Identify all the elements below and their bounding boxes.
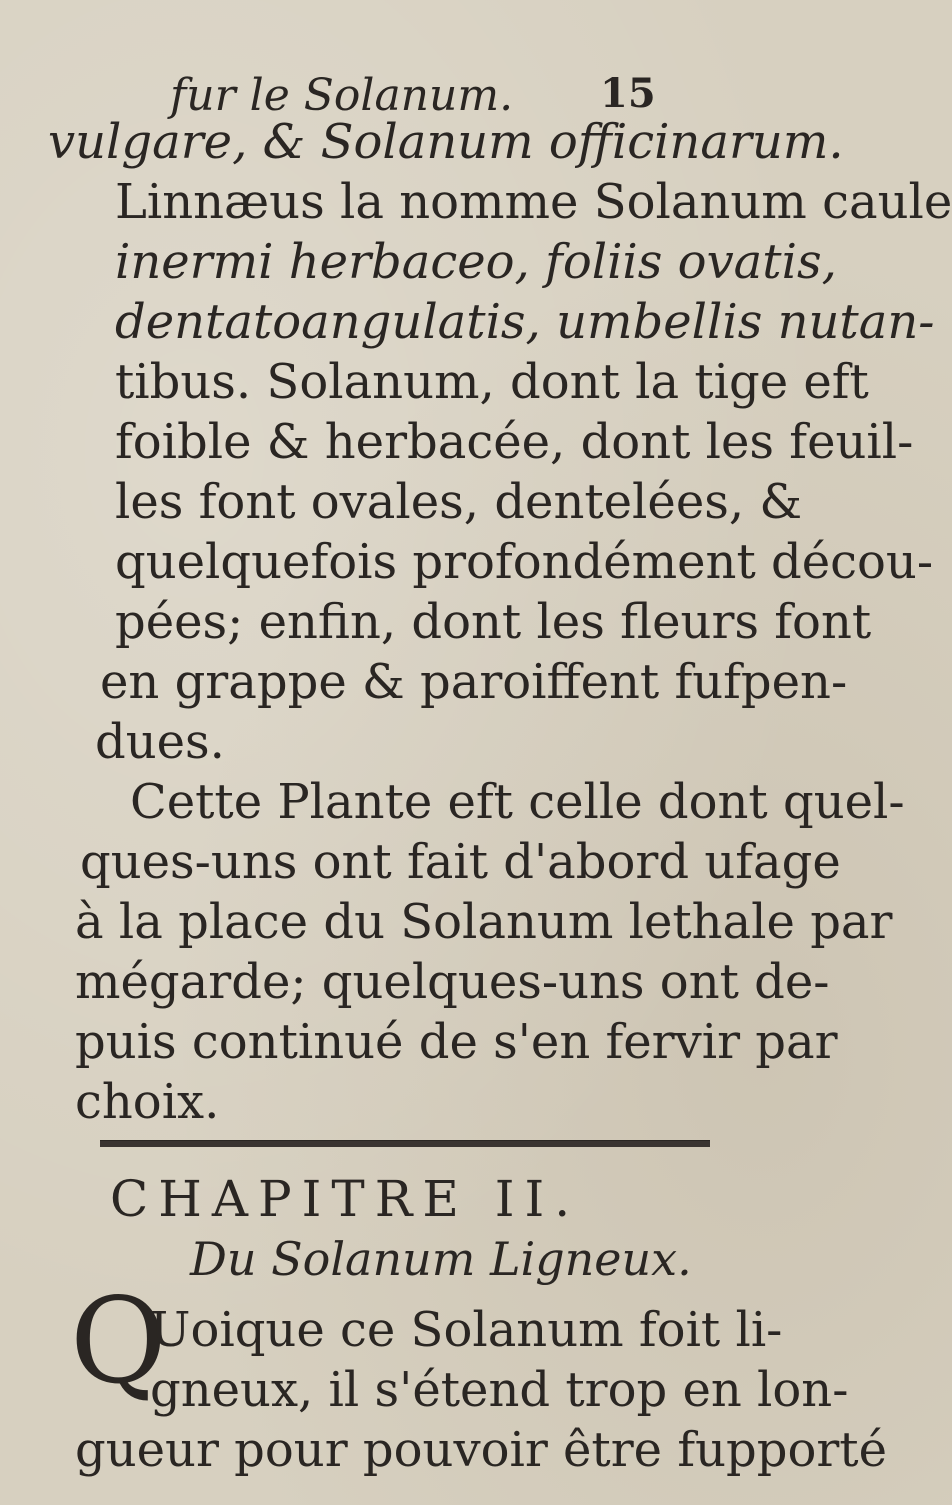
text-line: mégarde; quelques-uns ont de-	[75, 954, 830, 1010]
text-line: puis continué de s'en fervir par	[75, 1014, 838, 1070]
chapter-subtitle: Du Solanum Ligneux.	[190, 1232, 692, 1286]
page-number: 15	[600, 70, 656, 117]
text-line: vulgare, & Solanum officinarum.	[48, 114, 844, 170]
text-line: les font ovales, dentelées, &	[115, 474, 803, 530]
running-title: fur le Solanum.	[170, 70, 514, 121]
text-line: quelquefois profondément décou-	[115, 534, 934, 590]
text-line: dentatoangulatis, umbellis nutan-	[115, 294, 935, 350]
text-line: Cette Plante eft celle dont quel-	[130, 774, 905, 830]
text-line: gueur pour pouvoir être fupporté	[75, 1422, 887, 1478]
text-line: Linnæus la nomme Solanum caule	[115, 174, 952, 230]
text-line: pées; enfin, dont les fleurs font	[115, 594, 872, 650]
text-line: foible & herbacée, dont les feuil-	[115, 414, 914, 470]
text-line: à la place du Solanum lethale par	[75, 894, 893, 950]
drop-cap: Q	[70, 1272, 167, 1410]
section-rule	[100, 1140, 710, 1147]
text-line: ques-uns ont fait d'abord ufage	[80, 834, 841, 890]
text-line: tibus. Solanum, dont la tige eft	[115, 354, 869, 410]
text-line: en grappe & paroiffent fufpen-	[100, 654, 848, 710]
text-line: Uoique ce Solanum foit li-	[150, 1302, 783, 1358]
text-line: gneux, il s'étend trop en lon-	[150, 1362, 849, 1418]
text-line: dues.	[95, 714, 225, 770]
text-line: inermi herbaceo, foliis ovatis,	[115, 234, 837, 290]
chapter-title: CHAPITRE II.	[110, 1170, 581, 1228]
text-line: choix.	[75, 1074, 220, 1130]
